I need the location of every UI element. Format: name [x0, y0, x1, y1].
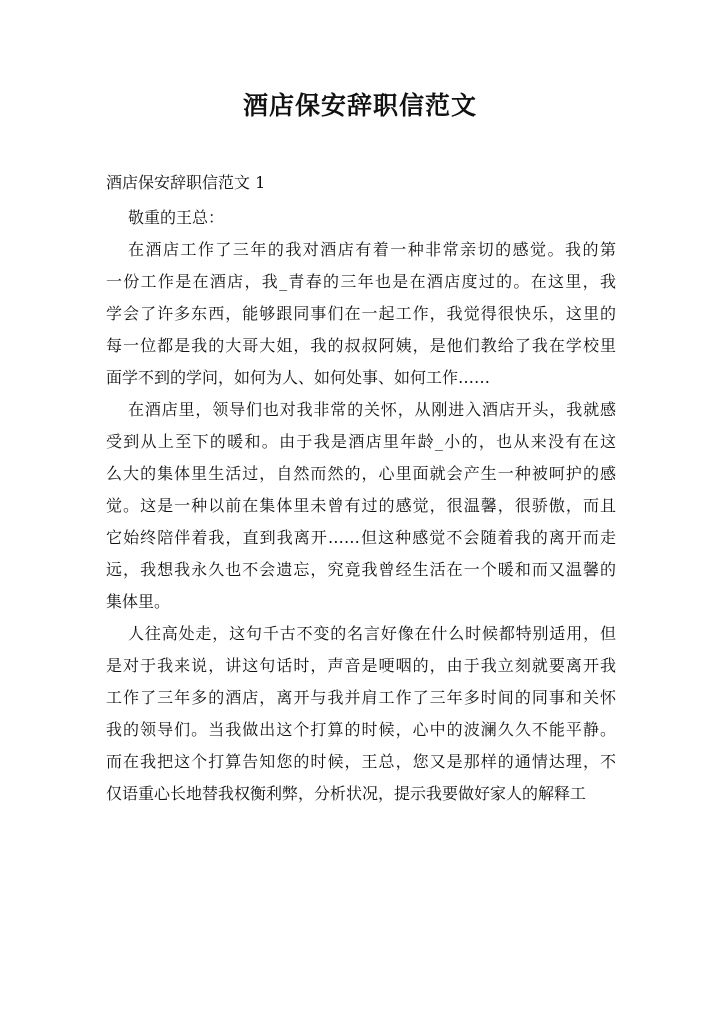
letter-body — [106, 202, 616, 810]
paragraph-list — [106, 234, 616, 810]
paragraph — [106, 618, 616, 810]
document-title: 酒店保安辞职信范文 — [242, 91, 477, 120]
paragraph-line: 人往高处走，这句千古不变的名言好像在什么时候都特别适用，但 — [128, 624, 616, 643]
paragraph-line: 在酒店工作了三年的我对酒店有着一种非常亲切的感觉。我的第 — [128, 240, 616, 259]
paragraph-line: 集体里。 — [106, 592, 171, 611]
paragraph-line: 觉。这是一种以前在集体里未曾有过的感觉，很温馨，很骄傲，而且 — [106, 496, 616, 515]
paragraph-line: 是对于我来说，讲这句话时，声音是哽咽的，由于我立刻就要离开我 — [106, 656, 616, 675]
document-subtitle: 酒店保安辞职信范文 1 — [106, 173, 266, 192]
paragraph-line: 面学不到的学问，如何为人、如何处事、如何工作…… — [106, 368, 491, 387]
paragraph-line: 而在我把这个打算告知您的时候，王总，您又是那样的通情达理，不 — [106, 752, 616, 771]
paragraph-line: 么大的集体里生活过，自然而然的，心里面就会产生一种被呵护的感 — [106, 464, 616, 483]
letter-salutation: 敬重的王总： — [128, 208, 225, 227]
paragraph-line: 受到从上至下的暖和。由于我是酒店里年龄_小的，也从来没有在这 — [106, 432, 616, 451]
paragraph-line: 学会了许多东西，能够跟同事们在一起工作，我觉得很快乐，这里的 — [106, 304, 616, 323]
paragraph-line: 工作了三年多的酒店，离开与我并肩工作了三年多时间的同事和关怀 — [106, 688, 616, 707]
paragraph-line: 我的领导们。当我做出这个打算的时候，心中的波澜久久不能平静。 — [106, 720, 616, 739]
paragraph-line: 它始终陪伴着我，直到我离开……但这种感觉不会随着我的离开而走 — [106, 528, 616, 547]
paragraph-line: 每一位都是我的大哥大姐，我的叔叔阿姨，是他们教给了我在学校里 — [106, 336, 616, 355]
paragraph-line: 在酒店里，领导们也对我非常的关怀，从刚进入酒店开头，我就感 — [128, 400, 616, 419]
paragraph-line: 远，我想我永久也不会遗忘，究竟我曾经生活在一个暖和而又温馨的 — [106, 560, 616, 579]
paragraph — [106, 394, 616, 618]
paragraph-line: 仅语重心长地替我权衡利弊，分析状况，提示我要做好家人的解释工 — [106, 784, 587, 803]
paragraph — [106, 234, 616, 394]
paragraph-line: 一份工作是在酒店，我_青春的三年也是在酒店度过的。在这里，我 — [106, 272, 616, 291]
